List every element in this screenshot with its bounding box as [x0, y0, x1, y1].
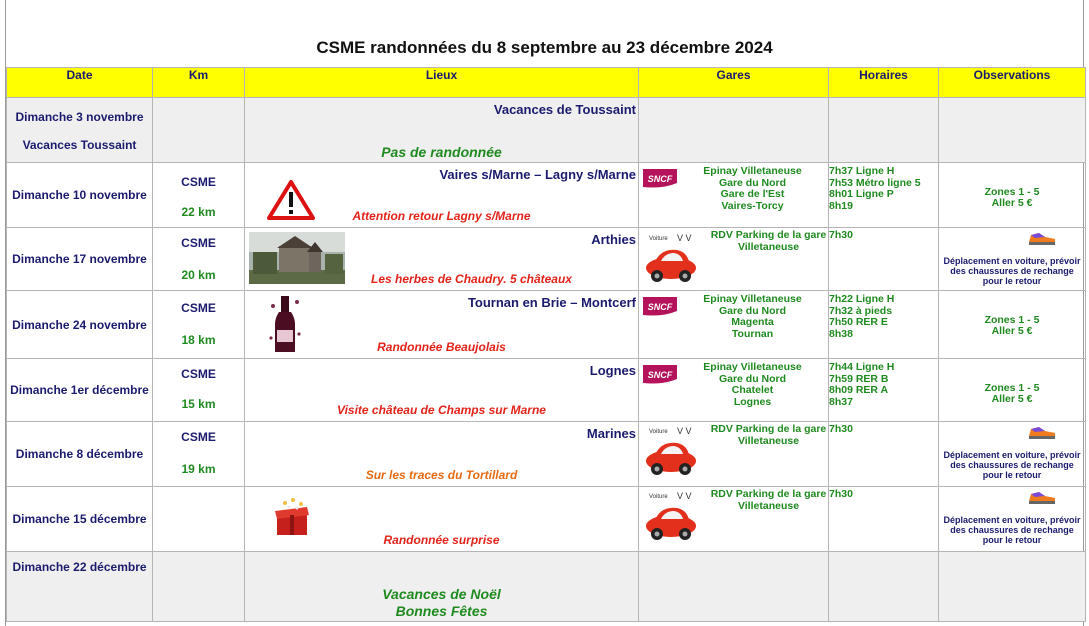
observation-text: Déplacement en voiture, prévoir des chaussures de rechange pour le retour: [943, 515, 1081, 545]
lieux-note: Randonnée Beaujolais: [377, 340, 506, 354]
km-cell: [153, 359, 245, 422]
zones-label: Zones 1 - 5: [984, 382, 1040, 394]
horaire: 8h19: [829, 199, 853, 212]
gare-name: Tournan: [731, 327, 774, 340]
observations-cell: [939, 228, 1086, 291]
date-cell: [7, 359, 153, 422]
document-page: [5, 0, 1084, 626]
page-title: CSME randonnées du 8 septembre au 23 décembre 2024: [316, 38, 773, 57]
lieux-cell: [245, 552, 639, 622]
date-cell: [7, 98, 153, 163]
date-text: Dimanche 24 novembre: [12, 317, 147, 332]
fare-label: Aller 5 €: [991, 325, 1033, 337]
horaires-cell: [829, 487, 939, 552]
red-car-icon: [643, 242, 699, 284]
lieux-cell: [245, 228, 639, 291]
gare-name: Gare du Nord: [718, 304, 787, 317]
horaires-cell: [829, 552, 939, 622]
observations-cell: [939, 291, 1086, 359]
place-name: Marines: [586, 426, 636, 441]
club-label: CSME: [181, 367, 216, 381]
horaire: 7h30: [829, 229, 853, 241]
gare-name: Villetaneuse: [737, 240, 800, 253]
lieux-note: Sur les traces du Tortillard: [365, 468, 518, 482]
club-label: CSME: [181, 236, 216, 250]
table-row: [7, 422, 1086, 487]
red-car-icon: [643, 500, 699, 542]
lieux-cell: [245, 422, 639, 487]
lieux-note: Attention retour Lagny s/Marne: [352, 209, 531, 223]
observations-cell: [939, 98, 1086, 163]
horaires-list: [829, 424, 853, 436]
header-observations: Observations: [939, 68, 1086, 98]
horaires-list: [829, 166, 921, 212]
distance: 15 km: [181, 397, 216, 411]
km-cell: [153, 163, 245, 228]
zones-text: [939, 315, 1085, 337]
observation-text: Déplacement en voiture, prévoir des chaussures de rechange pour le retour: [943, 450, 1081, 480]
lieux-cell: [245, 487, 639, 552]
date-cell: [7, 422, 153, 487]
header-km: Km: [153, 68, 245, 98]
horaire: 7h50 RER E: [829, 316, 888, 328]
gare-name: Villetaneuse: [737, 434, 800, 447]
place-name: Vaires s/Marne – Lagny s/Marne: [439, 167, 636, 182]
table-row: [7, 359, 1086, 422]
date-cell: [7, 552, 153, 622]
header-date: Date: [7, 68, 153, 98]
car-marks: V V: [677, 491, 692, 501]
gare-name: Gare du Nord: [718, 176, 787, 189]
gare-name: Gare de l'Est: [720, 188, 785, 200]
horaires-cell: [829, 98, 939, 163]
distance: 19 km: [181, 462, 216, 476]
sncf-logo: [643, 297, 677, 317]
table-row: [7, 552, 1086, 622]
schedule-table: [6, 67, 1086, 622]
gares-list: [709, 489, 828, 512]
gares-list: [677, 166, 828, 212]
header-row: [7, 68, 1086, 98]
lieux-cell: [245, 359, 639, 422]
horaire: 8h09 RER A: [829, 384, 889, 396]
gares-list: [709, 424, 828, 447]
header-lieux: Lieux: [245, 68, 639, 98]
date-text: Dimanche 15 décembre: [12, 512, 147, 526]
car-label: Voiture: [649, 494, 668, 500]
lieux-note: Randonnée surprise: [383, 533, 500, 547]
km-cell: [153, 422, 245, 487]
date-text: Dimanche 3 novembre: [15, 110, 144, 124]
fare-label: Aller 5 €: [991, 393, 1033, 405]
gares-list: [709, 230, 828, 253]
date-cell: [7, 291, 153, 359]
car-marks: V V: [677, 426, 692, 436]
lieux-note: Pas de randonnée: [381, 144, 502, 160]
gare-name: Villetaneuse: [737, 499, 800, 512]
gare-name: Gare du Nord: [718, 372, 787, 385]
gare-name: Vaires-Torcy: [721, 199, 784, 212]
gares-cell: [639, 163, 829, 228]
table-row: [7, 487, 1086, 552]
horaire: 8h37: [829, 395, 853, 408]
club-label: CSME: [181, 175, 216, 189]
distance: 18 km: [181, 333, 216, 347]
date-text: Dimanche 1er décembre: [10, 383, 149, 397]
lieux-note-2: Bonnes Fêtes: [395, 603, 488, 619]
horaires-cell: [829, 163, 939, 228]
horaire: 7h44 Ligne H: [829, 361, 895, 373]
zones-text: [939, 383, 1085, 405]
gare-name: Epinay Villetaneuse: [703, 165, 802, 177]
lieux-cell: [245, 291, 639, 359]
car-marks: V V: [677, 233, 692, 243]
horaires-cell: [829, 228, 939, 291]
date-cell: [7, 487, 153, 552]
gares-cell: [639, 487, 829, 552]
km-cell: [153, 228, 245, 291]
car-label: Voiture: [649, 236, 668, 242]
observations-cell: [939, 487, 1086, 552]
club-label: CSME: [181, 430, 216, 444]
zones-label: Zones 1 - 5: [984, 314, 1040, 326]
gare-name: Chatelet: [731, 384, 774, 396]
shoe-icon: [1027, 230, 1057, 246]
svg-text:SNCF: SNCF: [647, 302, 673, 312]
club-label: CSME: [181, 301, 216, 315]
date-text: Dimanche 22 décembre: [12, 560, 147, 574]
km-cell: [153, 552, 245, 622]
horaires-cell: [829, 291, 939, 359]
gare-name: RDV Parking de la gare: [710, 488, 827, 500]
km-cell: [153, 98, 245, 163]
header-horaires: Horaires: [829, 68, 939, 98]
horaire: 7h37 Ligne H: [829, 165, 895, 177]
gare-name: Epinay Villetaneuse: [703, 293, 802, 305]
horaire: 7h59 RER B: [829, 372, 889, 385]
date-cell: [7, 163, 153, 228]
gare-name: RDV Parking de la gare: [710, 229, 827, 241]
horaire: 8h01 Ligne P: [829, 188, 894, 200]
date-text: Dimanche 8 décembre: [15, 447, 144, 461]
horaire: 7h32 à pieds: [829, 304, 893, 317]
gares-cell: [639, 359, 829, 422]
horaire: 7h30: [829, 423, 853, 435]
lieux-note: Visite château de Champs sur Marne: [337, 403, 546, 417]
gares-cell: [639, 98, 829, 163]
observations-cell: [939, 552, 1086, 622]
sncf-logo: [643, 365, 677, 385]
table-row: [7, 291, 1086, 359]
zones-label: Zones 1 - 5: [984, 186, 1040, 198]
horaire: 7h22 Ligne H: [829, 293, 895, 305]
car-label: Voiture: [649, 429, 668, 435]
shoe-icon: [1027, 424, 1057, 440]
horaires-list: [829, 489, 853, 501]
km-cell: [153, 291, 245, 359]
place-name: Arthies: [591, 232, 636, 247]
fare-label: Aller 5 €: [991, 197, 1033, 209]
place-name: Tournan en Brie – Montcerf: [467, 295, 636, 310]
observations-cell: [939, 422, 1086, 487]
header-gares: Gares: [639, 68, 829, 98]
lieux-note: Les herbes de Chaudry. 5 châteaux: [371, 272, 572, 286]
horaire: 8h38: [829, 327, 853, 340]
lieux-cell: [245, 98, 639, 163]
gares-cell: [639, 291, 829, 359]
horaires-cell: [829, 359, 939, 422]
lieux-cell: [245, 163, 639, 228]
gares-cell: [639, 422, 829, 487]
distance: 22 km: [181, 205, 216, 219]
gare-name: Lognes: [733, 395, 772, 408]
gares-cell: [639, 552, 829, 622]
date-subtext: Vacances Toussaint: [22, 138, 137, 152]
distance: 20 km: [181, 268, 216, 282]
gare-name: Epinay Villetaneuse: [703, 361, 802, 373]
gare-name: RDV Parking de la gare: [710, 423, 827, 435]
gare-name: Magenta: [731, 316, 774, 328]
place-name: Lognes: [589, 363, 636, 378]
table-row: [7, 98, 1086, 163]
place-name: Vacances de Toussaint: [493, 102, 636, 117]
observation-text: Déplacement en voiture, prévoir des chaussures de rechange pour le retour: [943, 256, 1081, 286]
table-row: [7, 163, 1086, 228]
date-text: Dimanche 10 novembre: [12, 188, 147, 202]
svg-text:SNCF: SNCF: [647, 370, 673, 380]
shoe-icon: [1027, 489, 1057, 505]
svg-text:SNCF: SNCF: [647, 174, 673, 184]
gares-list: [677, 362, 828, 408]
horaires-list: [829, 230, 853, 242]
horaires-list: [829, 294, 894, 340]
sncf-logo: [643, 169, 677, 189]
gares-list: [677, 294, 828, 340]
lieux-note: Vacances de Noël: [382, 586, 501, 602]
horaires-list: [829, 362, 894, 408]
table-row: [7, 228, 1086, 291]
date-text: Dimanche 17 novembre: [12, 252, 147, 266]
horaire: 7h53 Métro ligne 5: [829, 176, 921, 189]
horaires-cell: [829, 422, 939, 487]
red-car-icon: [643, 435, 699, 477]
zones-text: [939, 187, 1085, 209]
km-cell: [153, 487, 245, 552]
gares-cell: [639, 228, 829, 291]
horaire: 7h30: [829, 488, 853, 500]
observations-cell: [939, 163, 1086, 228]
observations-cell: [939, 359, 1086, 422]
gift-box-icon: [271, 497, 313, 537]
date-cell: [7, 228, 153, 291]
